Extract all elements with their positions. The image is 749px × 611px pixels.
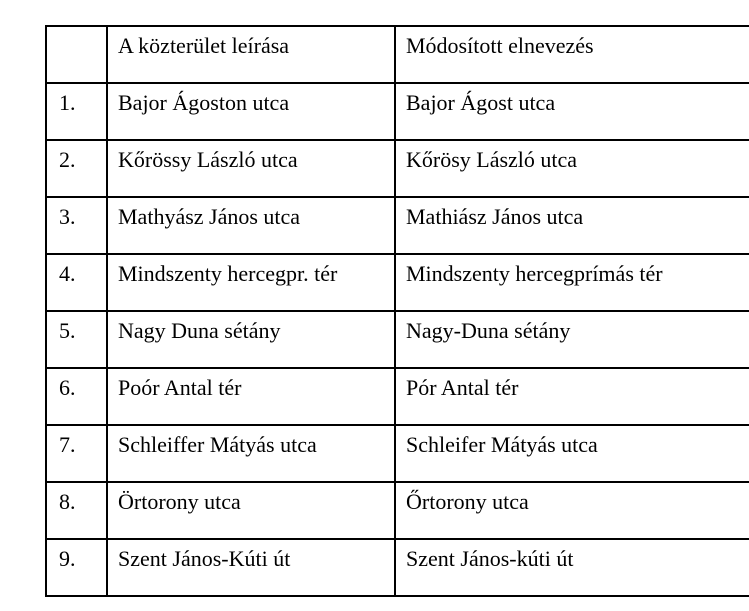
original-name: Poór Antal tér [118, 375, 242, 400]
row-number: 8. [59, 489, 76, 514]
original-name-cell [107, 482, 395, 539]
original-name-cell [107, 83, 395, 140]
row-number-cell [46, 197, 107, 254]
header-original-label: A közterület leírása [118, 33, 290, 58]
row-number: 6. [59, 375, 76, 400]
modified-name-cell [395, 311, 749, 368]
table-row [46, 425, 749, 482]
modified-name: Kőrösy László utca [406, 147, 578, 172]
table-row [46, 254, 749, 311]
modified-name: Mathiász János utca [406, 204, 584, 229]
table-row [46, 311, 749, 368]
modified-name-cell [395, 539, 749, 596]
row-number-cell [46, 425, 107, 482]
modified-name: Nagy-Duna sétány [406, 318, 571, 343]
modified-name-cell [395, 197, 749, 254]
modified-name: Pór Antal tér [406, 375, 519, 400]
table-body [46, 26, 749, 596]
original-name-cell [107, 425, 395, 482]
row-number-cell [46, 539, 107, 596]
original-name-cell [107, 140, 395, 197]
original-name-cell [107, 197, 395, 254]
original-name: Szent János-Kúti út [118, 546, 291, 571]
row-number: 9. [59, 546, 76, 571]
header-original-cell [107, 26, 395, 83]
original-name: Bajor Ágoston utca [118, 90, 290, 115]
row-number-cell [46, 482, 107, 539]
header-number-label [59, 27, 106, 34]
modified-name: Schleifer Mátyás utca [406, 432, 598, 457]
original-name-cell [107, 254, 395, 311]
row-number: 7. [59, 432, 76, 457]
table-row [46, 482, 749, 539]
original-name: Mindszenty hercegpr. tér [118, 261, 338, 286]
modified-name-cell [395, 482, 749, 539]
modified-name-cell [395, 140, 749, 197]
original-name-cell [107, 368, 395, 425]
modified-name: Szent János-kúti út [406, 546, 574, 571]
original-name: Nagy Duna sétány [118, 318, 281, 343]
modified-name: Bajor Ágost utca [406, 90, 556, 115]
row-number: 2. [59, 147, 76, 172]
header-row [46, 26, 749, 83]
row-number-cell [46, 368, 107, 425]
row-number-cell [46, 83, 107, 140]
header-number-cell [46, 26, 107, 83]
modified-name: Mindszenty hercegprímás tér [406, 261, 663, 286]
header-modified-cell [395, 26, 749, 83]
header-modified-label: Módosított elnevezés [406, 33, 594, 58]
table-row [46, 368, 749, 425]
row-number: 3. [59, 204, 76, 229]
row-number-cell [46, 140, 107, 197]
modified-name-cell [395, 425, 749, 482]
row-number: 4. [59, 261, 76, 286]
original-name: Kőrössy László utca [118, 147, 298, 172]
original-name: Mathyász János utca [118, 204, 301, 229]
modified-name-cell [395, 254, 749, 311]
original-name-cell [107, 539, 395, 596]
table-row [46, 83, 749, 140]
modified-name-cell [395, 83, 749, 140]
original-name: Örtorony utca [118, 489, 241, 514]
row-number: 1. [59, 90, 76, 115]
row-number-cell [46, 311, 107, 368]
table-row [46, 197, 749, 254]
modified-name-cell [395, 368, 749, 425]
street-rename-table [45, 25, 749, 597]
original-name-cell [107, 311, 395, 368]
table-row [46, 140, 749, 197]
row-number: 5. [59, 318, 76, 343]
original-name: Schleiffer Mátyás utca [118, 432, 317, 457]
row-number-cell [46, 254, 107, 311]
table-row [46, 539, 749, 596]
modified-name: Őrtorony utca [406, 489, 529, 514]
